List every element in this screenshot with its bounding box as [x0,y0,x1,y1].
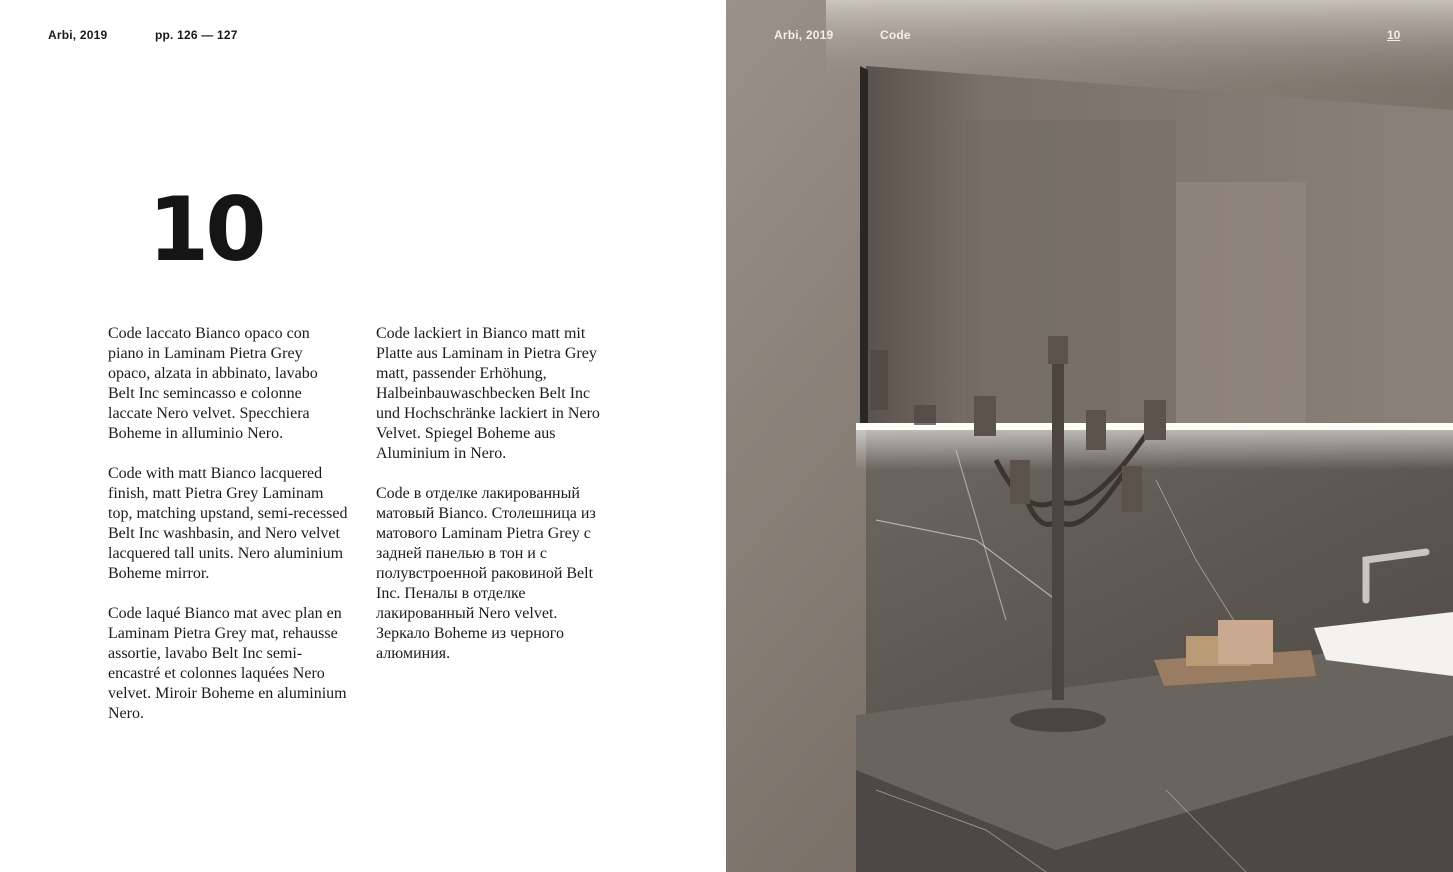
left-page [0,0,726,872]
bathroom-illustration [726,0,1453,872]
header-collection: Code [880,28,911,42]
page-number-link[interactable]: 10 [1387,28,1401,42]
description-german: Code lackiert in Bianco matt mit Platte aus Laminam in Pietra Grey matt, passender Erhöhung, Halbeinbauwaschbecken Belt Inc und Hochschränke lackiert in Nero Velvet. Spiegel Boheme aus Aluminium in Nero. [376,325,600,462]
header-publication-right: Arbi, 2019 [774,28,834,42]
description-column-2 [376,324,611,684]
header-pages: pp. 126 — 127 [155,28,238,42]
header-publication: Arbi, 2019 [48,28,108,42]
description-english: Code with matt Bianco lacquered finish, matt Pietra Grey Laminam top, matching upstand, semi-recessed Belt Inc washbasin, and Nero velvet lacquered tall units. Nero aluminium Boheme mirror. [108,465,348,582]
section-number: 10 [148,178,263,281]
description-russian: Code в отделке лакированный матовый Bianco. Столешница из матового Laminam Pietra Grey с задней панелью в тон и с полувстроенной раковиной Belt Inc. Пеналы в отделке лакированный Nero velvet. Зеркало Boheme из черного алюминия. [376,485,596,662]
bathroom-photo [726,0,1453,872]
description-column-1 [108,324,348,744]
description-french: Code laqué Bianco mat avec plan en Laminam Pietra Grey mat, rehausse assortie, lavabo Belt Inc semi-encastré et colonnes laquées Nero velvet. Miroir Boheme en aluminium Nero. [108,605,347,722]
description-italian: Code laccato Bianco opaco con piano in Laminam Pietra Grey opaco, alzata in abbinato, lavabo Belt Inc semincasso e colonne laccate Nero velvet. Specchiera Boheme in alluminio Nero. [108,325,318,442]
